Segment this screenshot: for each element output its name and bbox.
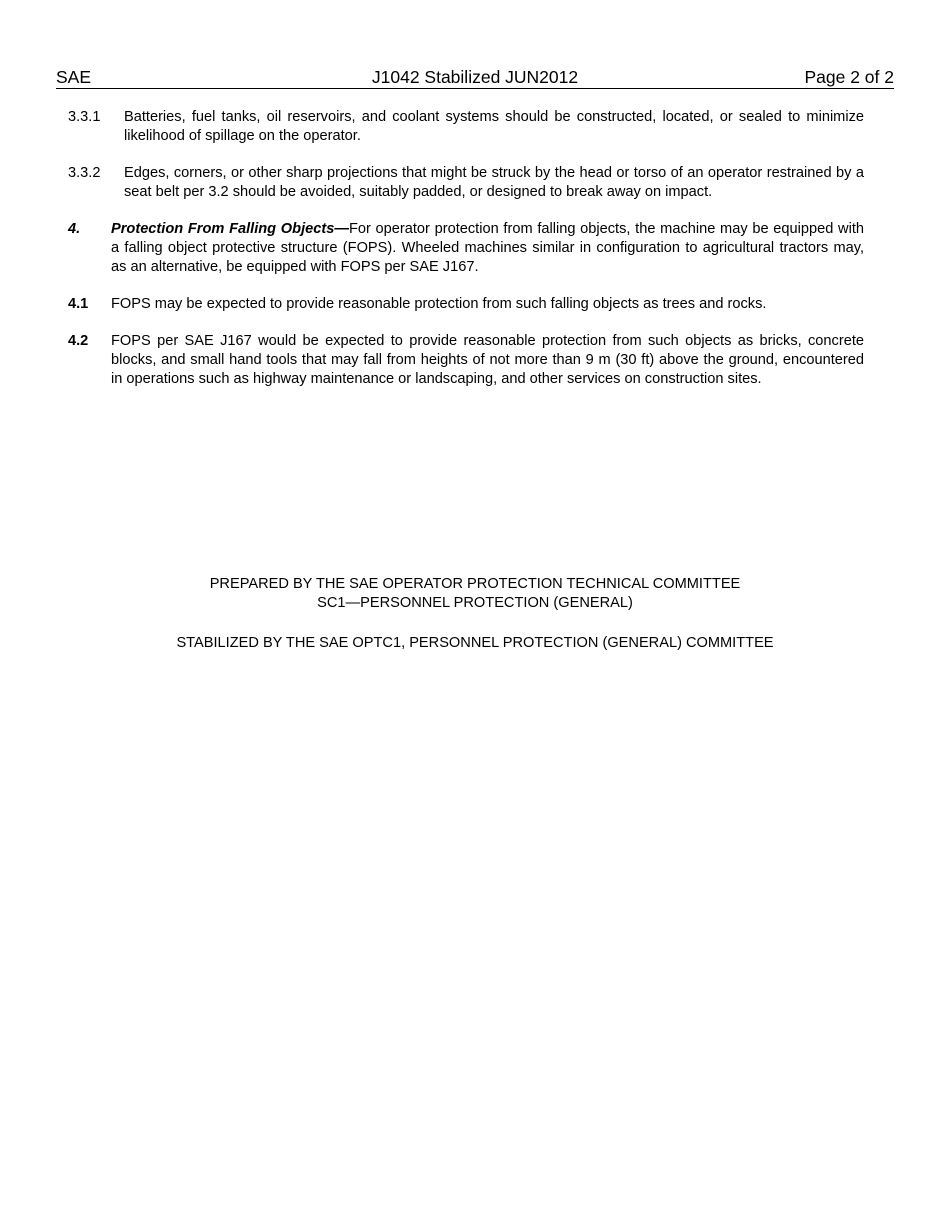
section-text: FOPS may be expected to provide reasonable protection from such falling objects as trees and rocks. — [111, 296, 767, 312]
header-doc-id: J1042 Stabilized JUN2012 — [371, 67, 579, 87]
section-number: 3.3.1 — [68, 109, 101, 125]
committee-line: SC1—PERSONNEL PROTECTION (GENERAL) — [317, 595, 633, 611]
section-text: For operator protection from falling objects, the machine may be equipped with a falling object protective structure (FOPS). Wheeled machines similar in configuration to agricultural tractors may, as an alternative, be equipped with FOPS per SAE J167. — [111, 221, 864, 275]
prepared-by-line: PREPARED BY THE SAE OPERATOR PROTECTION TECHNICAL COMMITTEE — [209, 576, 741, 592]
section-3-3-2 — [68, 164, 864, 202]
header-page-number: Page 2 of 2 — [804, 67, 894, 87]
section-4-2 — [68, 332, 864, 389]
prepared-by-block — [0, 575, 950, 613]
section-number: 4. — [68, 221, 81, 237]
section-body — [111, 220, 864, 277]
section-4 — [68, 220, 864, 277]
section-text: Edges, corners, or other sharp projections that might be struck by the head or torso of an operator restrained by a seat belt per 3.2 should be avoided, suitably padded, or designed to break away on impact. — [124, 165, 864, 200]
section-3-3-1 — [68, 108, 864, 146]
section-number: 4.1 — [68, 296, 89, 312]
section-number: 4.2 — [68, 333, 89, 349]
section-title: Protection From Falling Objects— — [111, 221, 349, 237]
section-number: 3.3.2 — [68, 165, 101, 181]
header-org: SAE — [56, 67, 92, 87]
section-text: Batteries, fuel tanks, oil reservoirs, and coolant systems should be constructed, located, or sealed to minimize likelihood of spillage on the operator. — [124, 109, 864, 144]
section-text: FOPS per SAE J167 would be expected to provide reasonable protection from such objects as bricks, concrete blocks, and small hand tools that may fall from heights of not more than 9 m (30 ft) above the ground, encountered in operations such as highway maintenance or landscaping, and other services on construction sites. — [111, 333, 864, 387]
page-header — [56, 66, 894, 89]
stabilized-by-line: STABILIZED BY THE SAE OPTC1, PERSONNEL PROTECTION (GENERAL) COMMITTEE — [176, 635, 774, 651]
section-4-1 — [68, 295, 864, 314]
